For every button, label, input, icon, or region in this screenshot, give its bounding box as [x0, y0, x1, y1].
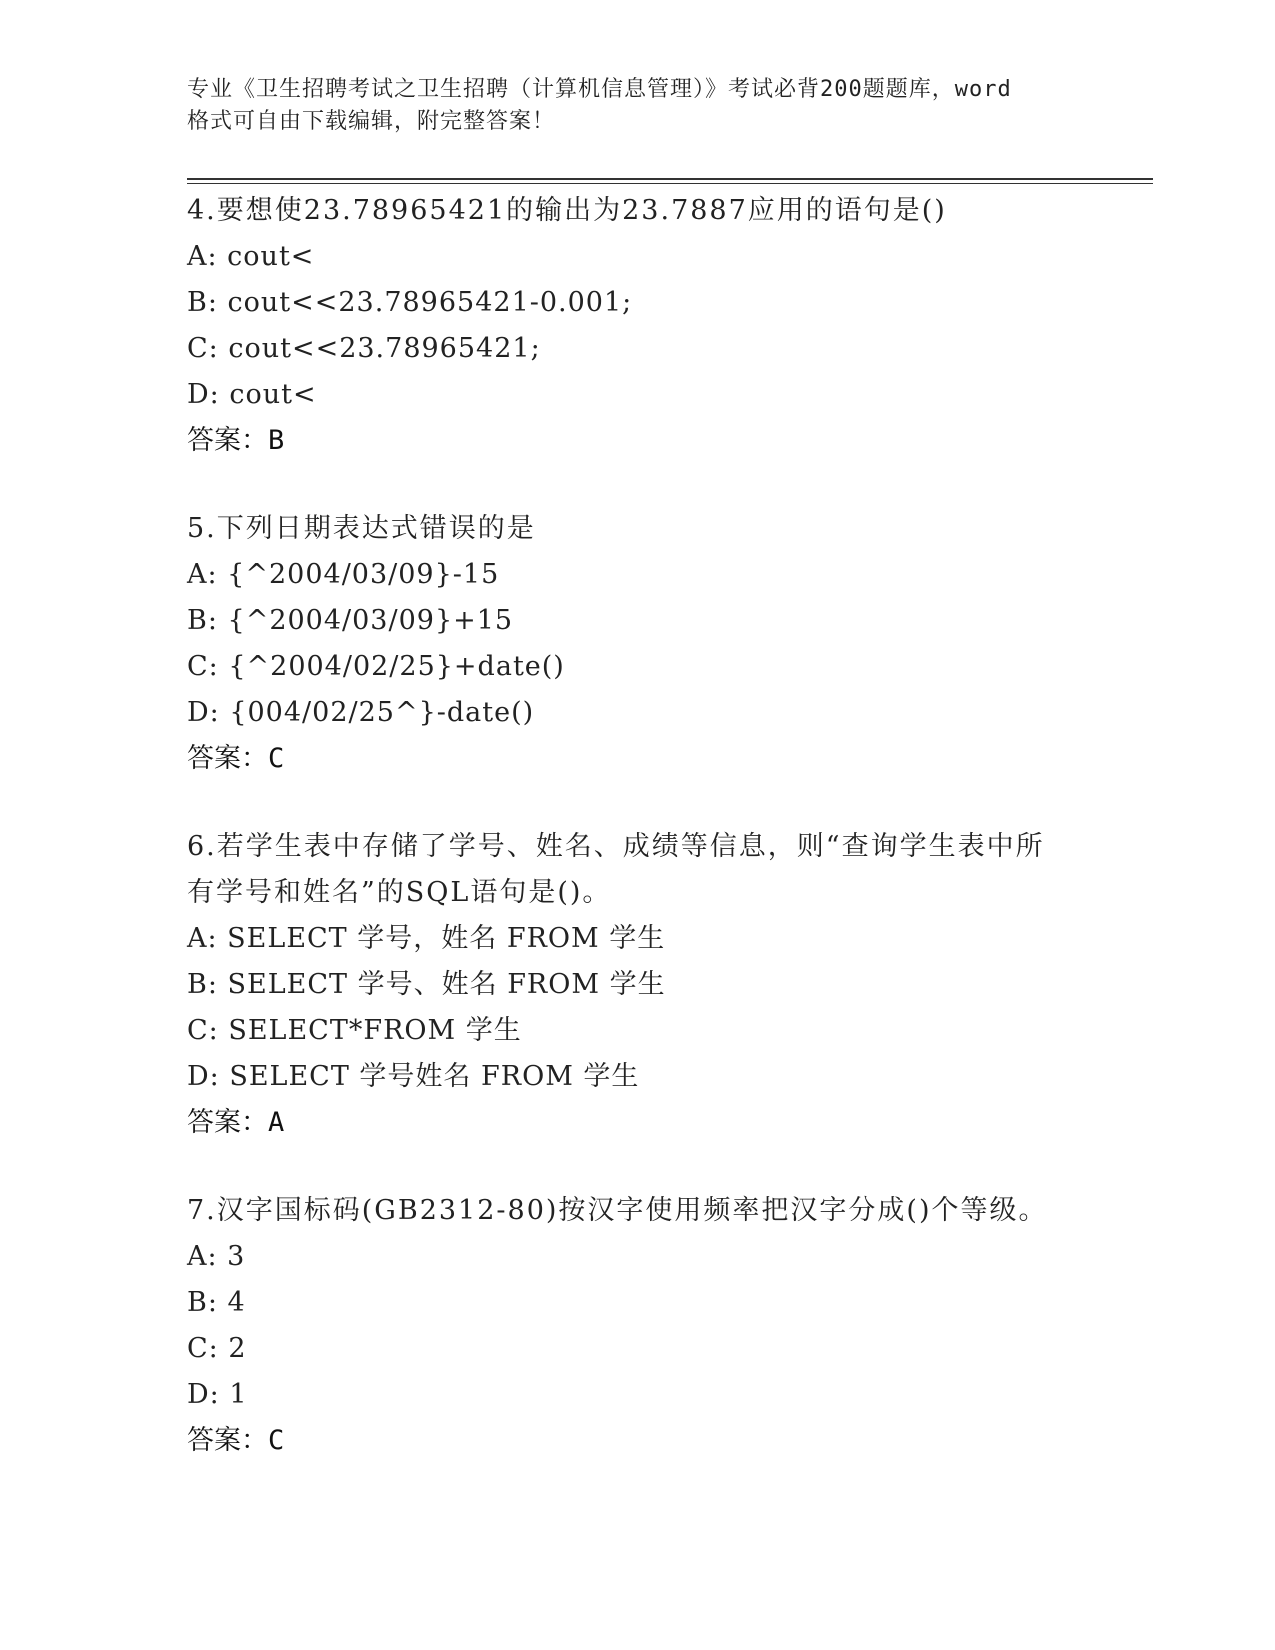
option-d: D: {004/02/25^}-date() — [187, 697, 535, 728]
header-line-2: 格式可自由下载编辑，附完整答案！ — [187, 109, 556, 134]
answer-label: 答案：A — [187, 1107, 285, 1138]
question-6 — [187, 824, 1153, 1146]
option-c: C: cout<<23.78965421; — [187, 333, 541, 364]
option-c: C: {^2004/02/25}+date() — [187, 651, 565, 682]
header-line-1: 专业《卫生招聘考试之卫生招聘（计算机信息管理）》考试必背200题题库，word — [187, 77, 1012, 102]
option-d: D: 1 — [187, 1379, 248, 1410]
option-b: B: 4 — [187, 1287, 246, 1318]
question-text: 7.汉字国标码(GB2312-80)按汉字使用频率把汉字分成()个等级。 — [187, 1195, 1048, 1226]
option-a: A: 3 — [187, 1241, 246, 1272]
header-divider-thick — [187, 178, 1153, 180]
option-a: A: {^2004/03/09}-15 — [187, 559, 500, 590]
question-text: 5.下列日期表达式错误的是 — [187, 513, 536, 544]
option-b: B: SELECT 学号、姓名 FROM 学生 — [187, 969, 666, 1000]
question-5 — [187, 506, 1153, 782]
option-d: D: cout< — [187, 379, 317, 410]
option-a: A: SELECT 学号，姓名 FROM 学生 — [187, 923, 666, 954]
option-c: C: 2 — [187, 1333, 247, 1364]
question-text: 4.要想使23.78965421的输出为23.7887应用的语句是() — [187, 195, 947, 226]
answer-label: 答案：C — [187, 743, 285, 774]
answer-label: 答案：B — [187, 425, 285, 456]
question-7 — [187, 1188, 1153, 1464]
question-text: 6.若学生表中存储了学号、姓名、成绩等信息，则“查询学生表中所有学号和姓名”的SQL语句是()。 — [187, 831, 1045, 908]
question-list — [187, 188, 1153, 1506]
document-header — [187, 74, 1087, 138]
option-b: B: {^2004/03/09}+15 — [187, 605, 514, 636]
header-divider-thin — [187, 183, 1153, 184]
option-d: D: SELECT 学号姓名 FROM 学生 — [187, 1061, 640, 1092]
option-a: A: cout< — [187, 241, 315, 272]
question-4 — [187, 188, 1153, 464]
answer-label: 答案：C — [187, 1425, 285, 1456]
option-b: B: cout<<23.78965421-0.001; — [187, 287, 633, 318]
option-c: C: SELECT*FROM 学生 — [187, 1015, 522, 1046]
